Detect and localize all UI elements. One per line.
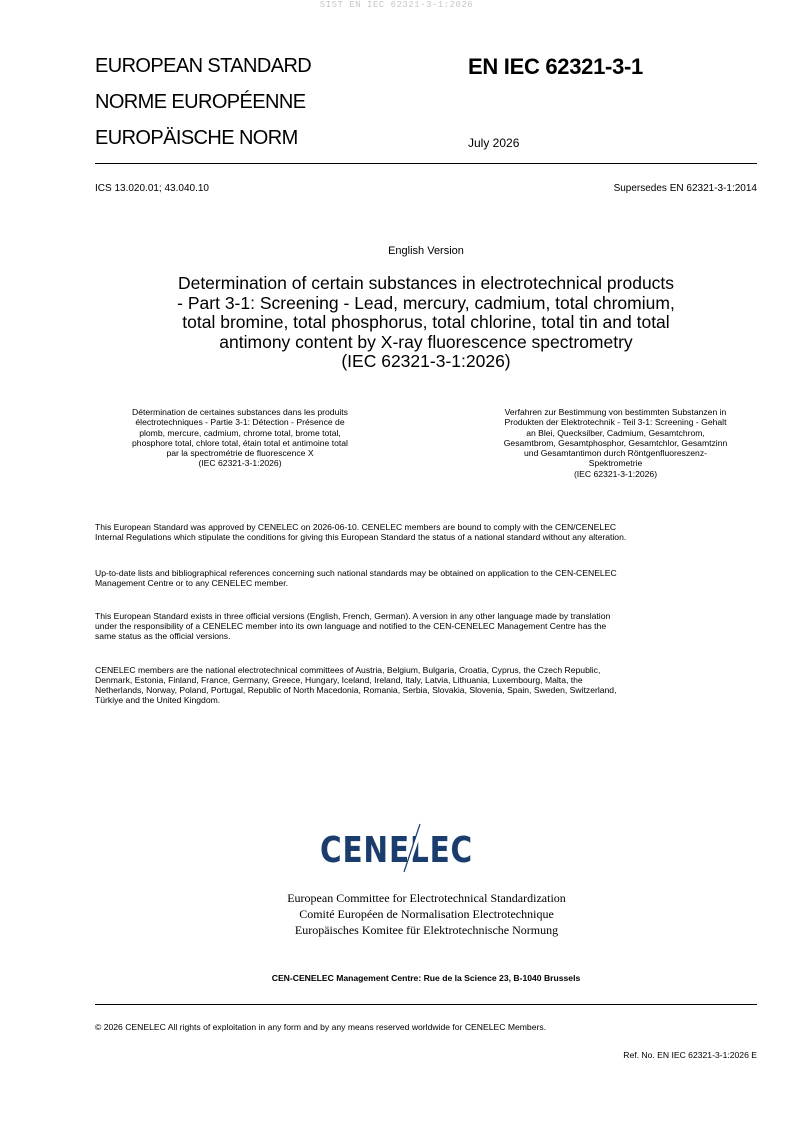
paragraph-line: Türkiye and the United Kingdom.: [95, 695, 221, 706]
german-title-line: (IEC 62321-3-1:2026): [573, 468, 658, 479]
paragraph-line: Denmark, Estonia, Finland, France, Germany, Greece, Hungary, Iceland, Ireland, Italy, Latvia, Lithuania, Luxembourg, Malta, the: [95, 675, 583, 686]
french-title-line: électrotechniques - Partie 3-1: Détection - Présence de: [135, 417, 345, 428]
title-line: total bromine, total phosphorus, total chlorine, total tin and total: [182, 312, 670, 332]
french-title-line: plomb, mercure, cadmium, chrome total, brome total,: [139, 427, 341, 438]
reference-number: Ref. No. EN IEC 62321-3-1:2026 E: [623, 1050, 757, 1060]
ics-codes: ICS 13.020.01; 43.040.10: [95, 183, 209, 194]
org-name-de: Europäisches Komitee für Elektrotechnische Normung: [294, 923, 559, 937]
approval-paragraph: [95, 522, 760, 542]
german-title-line: Verfahren zur Bestimmung von bestimmten Substanzen in: [504, 407, 727, 417]
cenelec-logo: CENELEC: [319, 830, 474, 871]
versions-paragraph: [95, 611, 760, 641]
standard-name-en: EUROPEAN STANDARD: [95, 55, 312, 77]
watermark: SIST EN IEC 62321-3-1:2026: [319, 0, 474, 10]
paragraph-line: This European Standard was approved by CENELEC on 2026-06-10. CENELEC members are bound to comply with the CEN/CENELEC: [95, 522, 617, 532]
header-rule: [95, 163, 757, 164]
german-title-line: an Blei, Quecksilber, Cadmium, Gesamtchrom,: [526, 427, 705, 438]
german-title-line: und Gesamtantimon durch Röntgenfluoreszenz-: [524, 448, 707, 459]
standard-name-de: EUROPÄISCHE NORM: [95, 127, 298, 149]
document-title: [95, 274, 757, 372]
german-title-line: Produkten der Elektrotechnik - Teil 3-1: Screening - Gehalt: [504, 417, 727, 428]
supersedes-note: Supersedes EN 62321-3-1:2014: [613, 183, 757, 194]
footer-rule: [95, 1004, 757, 1005]
copyright-notice: © 2026 CENELEC All rights of exploitation in any form and by any means reserved worldwide for CENELEC Members.: [95, 1022, 547, 1032]
title-line: Determination of certain substances in electrotechnical products: [177, 273, 675, 293]
french-title-line: par la spectrométrie de fluorescence X: [166, 448, 314, 459]
german-title-line: Gesamtbrom, Gesamtphosphor, Gesamtchlor, Gesamtzinn: [503, 437, 728, 448]
title-line: (IEC 62321-3-1:2026): [341, 351, 511, 371]
org-name-fr: Comité Européen de Normalisation Electrotechnique: [299, 907, 554, 921]
french-title: [95, 407, 385, 469]
version-label: English Version: [388, 245, 464, 257]
publication-date: July 2026: [468, 136, 520, 150]
french-title-line: (IEC 62321-3-1:2026): [198, 458, 282, 469]
paragraph-line: under the responsibility of a CENELEC member into its own language and notified to the CEN-CENELEC Management Centre has the: [95, 621, 607, 632]
paragraph-line: Up-to-date lists and bibliographical references concerning such national standards may be obtained on application to the CEN-CENELEC: [95, 568, 617, 578]
french-title-line: Détermination de certaines substances dans les produits: [132, 407, 348, 417]
standard-number: EN IEC 62321-3-1: [468, 54, 643, 79]
paragraph-line: CENELEC members are the national electrotechnical committees of Austria, Belgium, Bulgaria, Croatia, Cyprus, the Czech Republic,: [95, 665, 601, 675]
title-line: - Part 3-1: Screening - Lead, mercury, cadmium, total chromium,: [177, 292, 675, 313]
title-line: antimony content by X-ray fluorescence spectrometry: [219, 331, 633, 352]
paragraph-line: Management Centre or to any CENELEC member.: [95, 578, 288, 589]
german-title-line: Spektrometrie: [588, 458, 643, 469]
paragraph-line: Internal Regulations which stipulate the conditions for giving this European Standard the status of a national standard without any alteration.: [95, 532, 627, 543]
standard-name-fr: NORME EUROPÉENNE: [95, 91, 306, 113]
french-title-line: phosphore total, chlore total, étain total et antimoine total: [132, 437, 348, 448]
paragraph-line: This European Standard exists in three official versions (English, French, German). A version in any other language made by translation: [95, 611, 611, 621]
org-name-en: European Committee for Electrotechnical Standardization: [287, 891, 566, 905]
members-paragraph: [95, 665, 760, 705]
paragraph-line: Netherlands, Norway, Poland, Portugal, Republic of North Macedonia, Romania, Serbia, Slovakia, Slovenia, Spain, Sweden, Switzerland,: [95, 685, 617, 696]
paragraph-line: same status as the official versions.: [95, 631, 231, 642]
management-centre-address: CEN-CENELEC Management Centre: Rue de la Science 23, B-1040 Brussels: [271, 973, 581, 983]
cenelec-logo-slash-icon: [392, 822, 432, 874]
references-paragraph: [95, 568, 760, 588]
german-title: [474, 407, 757, 479]
